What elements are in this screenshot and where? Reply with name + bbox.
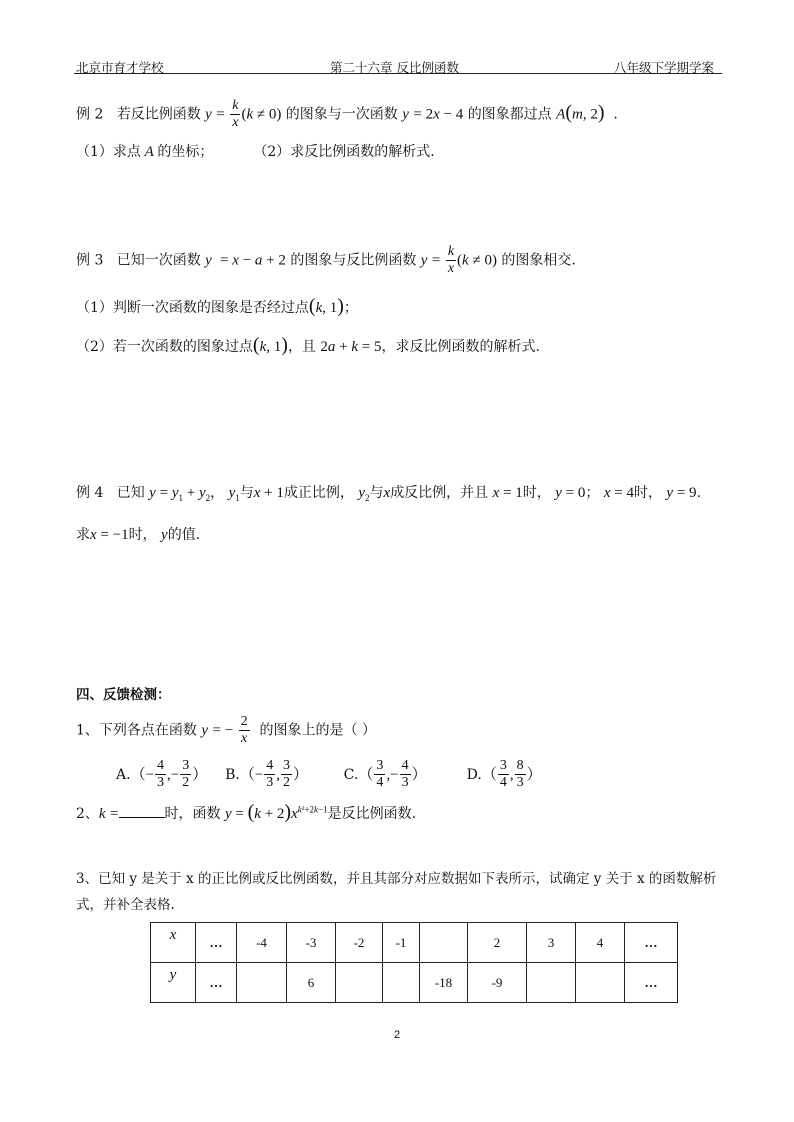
table-cell: … [196, 963, 237, 1003]
table-cell: … [625, 963, 678, 1003]
table-cell: -1 [383, 923, 420, 963]
table-cell[interactable] [576, 963, 625, 1003]
section-title: 四、反馈检测： [76, 687, 171, 703]
fraction-k-over-x: $\frac{k}{x}$ [232, 98, 239, 130]
table-cell: … [196, 923, 237, 963]
data-table [150, 922, 678, 1003]
question-1-options [116, 758, 542, 791]
header-rule [74, 73, 722, 74]
example-2-label: 例 2 [76, 106, 104, 123]
table-cell: y [151, 963, 196, 1003]
page-number: 2 [394, 1029, 401, 1041]
example-2-statement: 例 2 若反比例函数 y = $\frac{k}{x}$ (k ≠ 0) 的图象与一次函数 y = 2x − 4 的图象都过点 A(m, 2) . [76, 98, 618, 130]
example-4-question: 求x = −1时， y的值. [76, 527, 201, 543]
table-cell: -18 [420, 963, 468, 1003]
header-left: 北京市育才学校 [76, 60, 164, 75]
example-3-label: 例 3 [76, 252, 104, 269]
table-cell [420, 923, 468, 963]
example-2-questions: （1）求点 A 的坐标； （2）求反比例函数的解析式. [76, 144, 435, 160]
header-center: 第二十六章 反比例函数 [330, 60, 459, 75]
table-cell: -4 [237, 923, 287, 963]
table-cell[interactable] [383, 963, 420, 1003]
answer-blank[interactable] [119, 804, 165, 818]
table-cell: … [625, 923, 678, 963]
table-cell: 2 [468, 923, 527, 963]
table-cell: -9 [468, 963, 527, 1003]
table-cell[interactable] [237, 963, 287, 1003]
table-cell: 6 [287, 963, 336, 1003]
question-2: 2、k = 时，函数 $y = (k + 2)x^{k^2+2k-1}$是反比例函数. [76, 801, 417, 823]
option-d[interactable]: D.（ $\frac{3}{4}$ , $\frac{8}{3}$ ） [466, 758, 542, 790]
question-1-stem: 1、下列各点在函数 y = − $\frac{2}{x}$ 的图象上的是（ ） [76, 714, 376, 746]
option-b[interactable]: B.（− $\frac{4}{3}$ , $\frac{3}{2}$ ） [225, 758, 309, 790]
example-3-question-1: （1）判断一次函数的图象是否经过点(k, 1)； [76, 295, 358, 317]
example-3-statement: 例 3 已知一次函数 y = x − a + 2 的图象与反比例函数 y = $\frac{k}{x}$ (k ≠ 0) 的图象相交. [76, 244, 576, 276]
table-cell: -3 [287, 923, 336, 963]
example-3-question-2: （2）若一次函数的图象过点(k, 1)，且 2a + k = 5，求反比例函数的解析式. [76, 334, 540, 356]
option-c[interactable]: C.（ $\frac{3}{4}$ ,− $\frac{4}{3}$ ） [343, 758, 427, 790]
table-cell: x [151, 923, 196, 963]
example-4-label: 例 4 [76, 485, 104, 501]
table-cell: 4 [576, 923, 625, 963]
table-cell: 3 [527, 923, 576, 963]
table-cell[interactable] [527, 963, 576, 1003]
table-row [151, 923, 678, 963]
table-row [151, 963, 678, 1003]
example-4-statement: 例 4 已知 $y = y_1 + y_2$， $y_1$与x + 1成正比例， $y_2$与x成反比例，并且 x = 1时， y = 0； x = 4时， y = 9. [76, 485, 702, 503]
table-cell: -2 [336, 923, 383, 963]
header-right: 八年级下学期学案 [614, 60, 715, 75]
question-3-line-2: 式，并补全表格. [76, 897, 175, 913]
question-3-line-1: 3、已知 y 是关于 x 的正比例或反比例函数，并且其部分对应数据如下表所示，试确定 y 关于 x 的函数解析 [76, 871, 717, 887]
table-cell[interactable] [336, 963, 383, 1003]
option-a[interactable]: A.（− $\frac{4}{3}$ ,− $\frac{3}{2}$ ） [116, 758, 208, 790]
